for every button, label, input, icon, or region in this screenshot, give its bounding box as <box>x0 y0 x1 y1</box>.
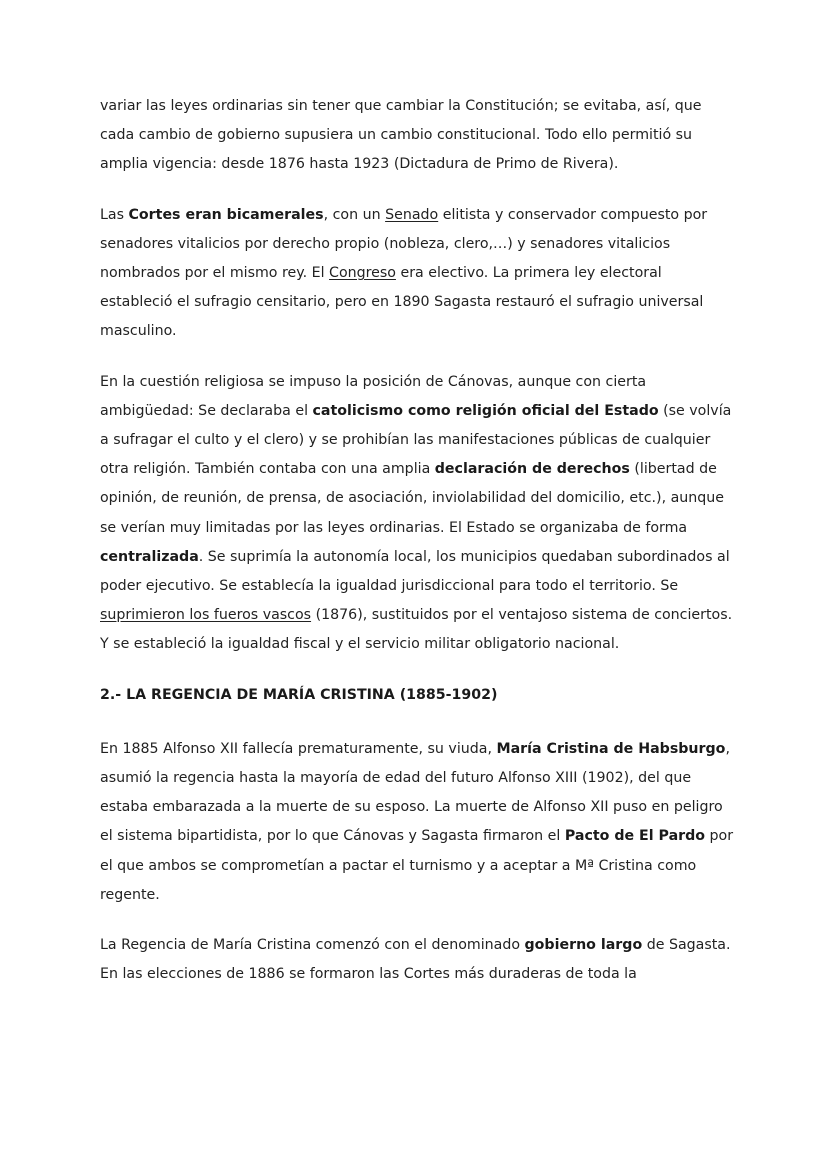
bold-term: catolicismo como religión oficial del Estado <box>312 402 659 419</box>
text-line: se verían muy limitadas por las leyes ordinarias. El Estado se organizaba de forma <box>100 519 688 536</box>
text-line <box>100 931 740 960</box>
text-line: poder ejecutivo. Se establecía la igualdad jurisdiccional para todo el territorio. Se <box>100 578 679 595</box>
paragraph-constitution-flexibility <box>100 92 740 180</box>
text-line: amplia vigencia: desde 1876 hasta 1923 (Dictadura de Primo de Rivera). <box>100 156 619 173</box>
text-segment: (1876), sustituidos por el ventajoso sistema de conciertos. <box>311 607 733 624</box>
text-segment: por <box>705 828 734 845</box>
paragraph-religion <box>100 368 740 660</box>
text-line: regente. <box>100 886 160 903</box>
text-line: asumió la regencia hasta la mayoría de edad del futuro Alfonso XIII (1902), del que <box>100 770 692 787</box>
text-segment: (libertad de <box>629 461 717 478</box>
paragraph-long-government <box>100 931 740 989</box>
underlined-term: Senado <box>385 206 439 223</box>
text-segment: (se volvía <box>658 402 732 419</box>
text-line: opinión, de reunión, de prensa, de asociación, inviolabilidad del domicilio, etc.), aunque <box>100 490 724 507</box>
text-line: estableció el sufragio censitario, pero en 1890 Sagasta restauró el sufragio universal <box>100 294 704 311</box>
text-segment: el sistema bipartidista, por lo que Cánovas y Sagasta firmaron el <box>100 828 565 845</box>
text-segment: ambigüedad: Se declaraba el <box>100 402 313 419</box>
text-line: masculino. <box>100 323 177 340</box>
bold-term: Cortes eran bicamerales <box>128 206 324 223</box>
text-segment: En 1885 Alfonso XII fallecía prematuramente, su viuda, <box>100 740 497 757</box>
text-segment: , <box>725 740 730 757</box>
text-segment: La Regencia de María Cristina comenzó con el denominado <box>100 937 525 954</box>
text-line: a sufragar el culto y el clero) y se prohibían las manifestaciones públicas de cualquier <box>100 432 711 449</box>
underlined-term: Congreso <box>329 265 396 282</box>
paragraph-cortes <box>100 201 740 347</box>
text-line: Y se estableció la igualdad fiscal y el servicio militar obligatorio nacional. <box>100 636 620 653</box>
document-page <box>100 92 740 1010</box>
text-segment: . Se suprimía la autonomía local, los municipios quedaban subordinados al <box>198 548 730 565</box>
text-line <box>100 259 740 288</box>
text-segment: de Sagasta. <box>642 937 731 954</box>
text-line <box>100 543 740 572</box>
bold-term: declaración de derechos <box>434 461 630 478</box>
text-line: el que ambos se comprometían a pactar el turnismo y a aceptar a Mª Cristina como <box>100 857 697 874</box>
bold-term: Pacto de El Pardo <box>564 828 706 845</box>
text-line: En las elecciones de 1886 se formaron las Cortes más duraderas de toda la <box>100 966 637 983</box>
text-line: senadores vitalicios por derecho propio (nobleza, clero,…) y senadores vitalicios <box>100 235 671 252</box>
section-heading: 2.- LA REGENCIA DE MARÍA CRISTINA (1885-1902) <box>100 686 498 703</box>
bold-term: centralizada <box>100 548 199 565</box>
text-segment: otra religión. También contaba con una amplia <box>100 461 435 478</box>
text-line: variar las leyes ordinarias sin tener que cambiar la Constitución; se evitaba, así, que <box>100 98 702 114</box>
bold-term: María Cristina de Habsburgo <box>496 740 726 757</box>
bold-term: gobierno largo <box>524 937 643 954</box>
text-segment: Las <box>100 206 129 223</box>
text-segment: nombrados por el mismo rey. El <box>100 265 330 282</box>
text-line <box>100 735 740 764</box>
text-line <box>100 201 740 230</box>
text-line <box>100 397 740 426</box>
underlined-term: suprimieron los fueros vascos <box>100 607 312 624</box>
text-segment: elitista y conservador compuesto por <box>438 206 708 223</box>
text-segment: , con un <box>323 206 386 223</box>
text-line: estaba embarazada a la muerte de su esposo. La muerte de Alfonso XII puso en peligro <box>100 799 723 816</box>
text-line <box>100 822 740 851</box>
text-line: En la cuestión religiosa se impuso la posición de Cánovas, aunque con cierta <box>100 373 647 390</box>
text-line: cada cambio de gobierno supusiera un cambio constitucional. Todo ello permitió su <box>100 127 693 144</box>
text-segment: era electivo. La primera ley electoral <box>395 265 662 282</box>
text-line <box>100 601 740 630</box>
paragraph-regency <box>100 735 740 910</box>
text-line <box>100 455 740 484</box>
